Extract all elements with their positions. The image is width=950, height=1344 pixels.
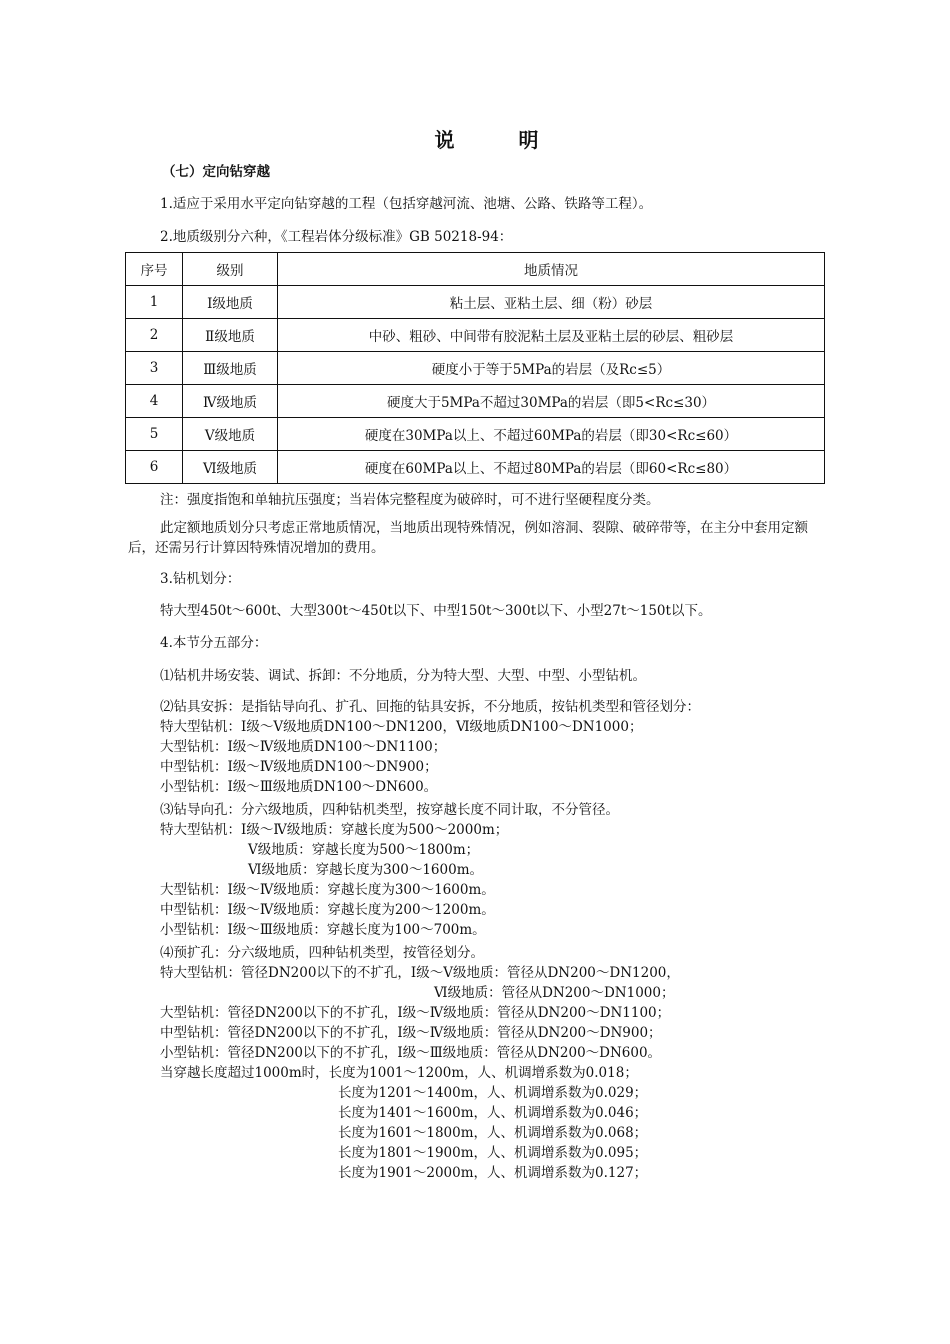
part-1: ⑴钻机井场安装、调试、拆卸：不分地质，分为特大型、大型、中型、小型钻机。 — [160, 668, 646, 684]
cell-index: 5 — [126, 418, 183, 451]
part-2-heading: ⑵钻具安拆：是指钻导向孔、扩孔、回拖的钻具安拆，不分地质，按钻机类型和管径划分： — [160, 699, 700, 715]
table-row — [126, 451, 825, 484]
item-1: 1.适应于采用水平定向钻穿越的工程（包括穿越河流、池塘、公路、铁路等工程）。 — [160, 196, 653, 212]
part-3-heading: ⑶钻导向孔：分六级地质，四种钻机类型，按穿越长度不同计取，不分管径。 — [160, 802, 619, 818]
part-4-line: 长度为1901～2000m，人、机调增系数为0.127； — [338, 1165, 648, 1181]
part-4-line: 长度为1801～1900m，人、机调增系数为0.095； — [338, 1145, 648, 1161]
table-note: 注：强度指饱和单轴抗压强度；当岩体完整程度为破碎时，可不进行坚硬程度分类。 — [160, 492, 660, 508]
cell-grade: Ⅵ级地质 — [183, 451, 278, 484]
part-4-line: 小型钻机：管径DN200以下的不扩孔，Ⅰ级～Ⅲ级地质：管径从DN200～DN600。 — [160, 1045, 662, 1061]
cell-index: 3 — [126, 352, 183, 385]
part-4-line: 中型钻机：管径DN200以下的不扩孔，Ⅰ级～Ⅳ级地质：管径从DN200～DN900； — [160, 1025, 662, 1041]
table-row — [126, 286, 825, 319]
part-3-line: 大型钻机：Ⅰ级～Ⅳ级地质：穿越长度为300～1600m。 — [160, 882, 495, 898]
header-condition: 地质情况 — [278, 253, 825, 286]
part-4-line: 长度为1601～1800m，人、机调增系数为0.068； — [338, 1125, 648, 1141]
part-2-line: 小型钻机：Ⅰ级～Ⅲ级地质DN100～DN600。 — [160, 779, 438, 795]
header-grade: 级别 — [183, 253, 278, 286]
cell-grade: Ⅱ级地质 — [183, 319, 278, 352]
part-3-line: Ⅵ级地质：穿越长度为300～1600m。 — [248, 862, 484, 878]
cell-condition: 硬度大于5MPa不超过30MPa的岩层（即5<Rc≤30） — [278, 385, 825, 418]
item-2: 2.地质级别分六种，《工程岩体分级标准》GB 50218-94： — [160, 229, 513, 245]
part-3-line: 特大型钻机：Ⅰ级～Ⅳ级地质：穿越长度为500～2000m； — [160, 822, 509, 838]
item-4: 4.本节分五部分： — [160, 635, 268, 651]
part-3-line: 小型钻机：Ⅰ级～Ⅲ级地质：穿越长度为100～700m。 — [160, 922, 486, 938]
table-row — [126, 319, 825, 352]
table-row — [126, 352, 825, 385]
section-heading: （七）定向钻穿越 — [162, 164, 270, 180]
cell-index: 6 — [126, 451, 183, 484]
part-4-line: Ⅵ级地质：管径从DN200～DN1000； — [434, 985, 675, 1001]
part-2-line: 大型钻机：Ⅰ级～Ⅳ级地质DN100～DN1100； — [160, 739, 447, 755]
part-4-line: 长度为1201～1400m，人、机调增系数为0.029； — [338, 1085, 648, 1101]
item-3: 3.钻机划分： — [160, 571, 241, 587]
part-4-line: 大型钻机：管径DN200以下的不扩孔，Ⅰ级～Ⅳ级地质：管径从DN200～DN1100； — [160, 1005, 671, 1021]
table-row — [126, 385, 825, 418]
geology-table — [125, 252, 825, 484]
table-row — [126, 418, 825, 451]
page-title: 说 明 — [434, 128, 561, 152]
cell-grade: Ⅳ级地质 — [183, 385, 278, 418]
special-condition-paragraph: 此定额地质划分只考虑正常地质情况，当地质出现特殊情况，例如溶洞、裂隙、破碎带等，在主分中套用定额后，还需另行计算因特殊情况增加的费用。 — [128, 520, 808, 556]
cell-index: 2 — [126, 319, 183, 352]
cell-index: 1 — [126, 286, 183, 319]
part-3-line: 中型钻机：Ⅰ级～Ⅳ级地质：穿越长度为200～1200m。 — [160, 902, 495, 918]
part-4-line: 当穿越长度超过1000m时，长度为1001～1200m，人、机调增系数为0.018； — [160, 1065, 638, 1081]
cell-condition: 硬度在30MPa以上、不超过60MPa的岩层（即30<Rc≤60） — [278, 418, 825, 451]
part-4-line: 长度为1401～1600m，人、机调增系数为0.046； — [338, 1105, 648, 1121]
part-2-line: 特大型钻机：Ⅰ级～Ⅴ级地质DN100～DN1200，Ⅵ级地质DN100～DN1000； — [160, 719, 643, 735]
part-4-line: 特大型钻机：管径DN200以下的不扩孔，Ⅰ级～Ⅴ级地质：管径从DN200～DN1200， — [160, 965, 680, 981]
cell-condition: 粘土层、亚粘土层、细（粉）砂层 — [278, 286, 825, 319]
cell-grade: Ⅲ级地质 — [183, 352, 278, 385]
cell-grade: Ⅰ级地质 — [183, 286, 278, 319]
cell-condition: 中砂、粗砂、中间带有胶泥粘土层及亚粘土层的砂层、粗砂层 — [278, 319, 825, 352]
part-3-line: Ⅴ级地质：穿越长度为500～1800m； — [248, 842, 480, 858]
cell-grade: Ⅴ级地质 — [183, 418, 278, 451]
cell-index: 4 — [126, 385, 183, 418]
part-4-heading: ⑷预扩孔：分六级地质，四种钻机类型，按管径划分。 — [160, 945, 484, 961]
cell-condition: 硬度小于等于5MPa的岩层（及Rc≤5） — [278, 352, 825, 385]
table-header-row — [126, 253, 825, 286]
header-index: 序号 — [126, 253, 183, 286]
part-2-line: 中型钻机：Ⅰ级～Ⅳ级地质DN100～DN900； — [160, 759, 438, 775]
item-3-text: 特大型450t～600t、大型300t～450t以下、中型150t～300t以下、小型27t～150t以下。 — [160, 603, 712, 619]
cell-condition: 硬度在60MPa以上、不超过80MPa的岩层（即60<Rc≤80） — [278, 451, 825, 484]
